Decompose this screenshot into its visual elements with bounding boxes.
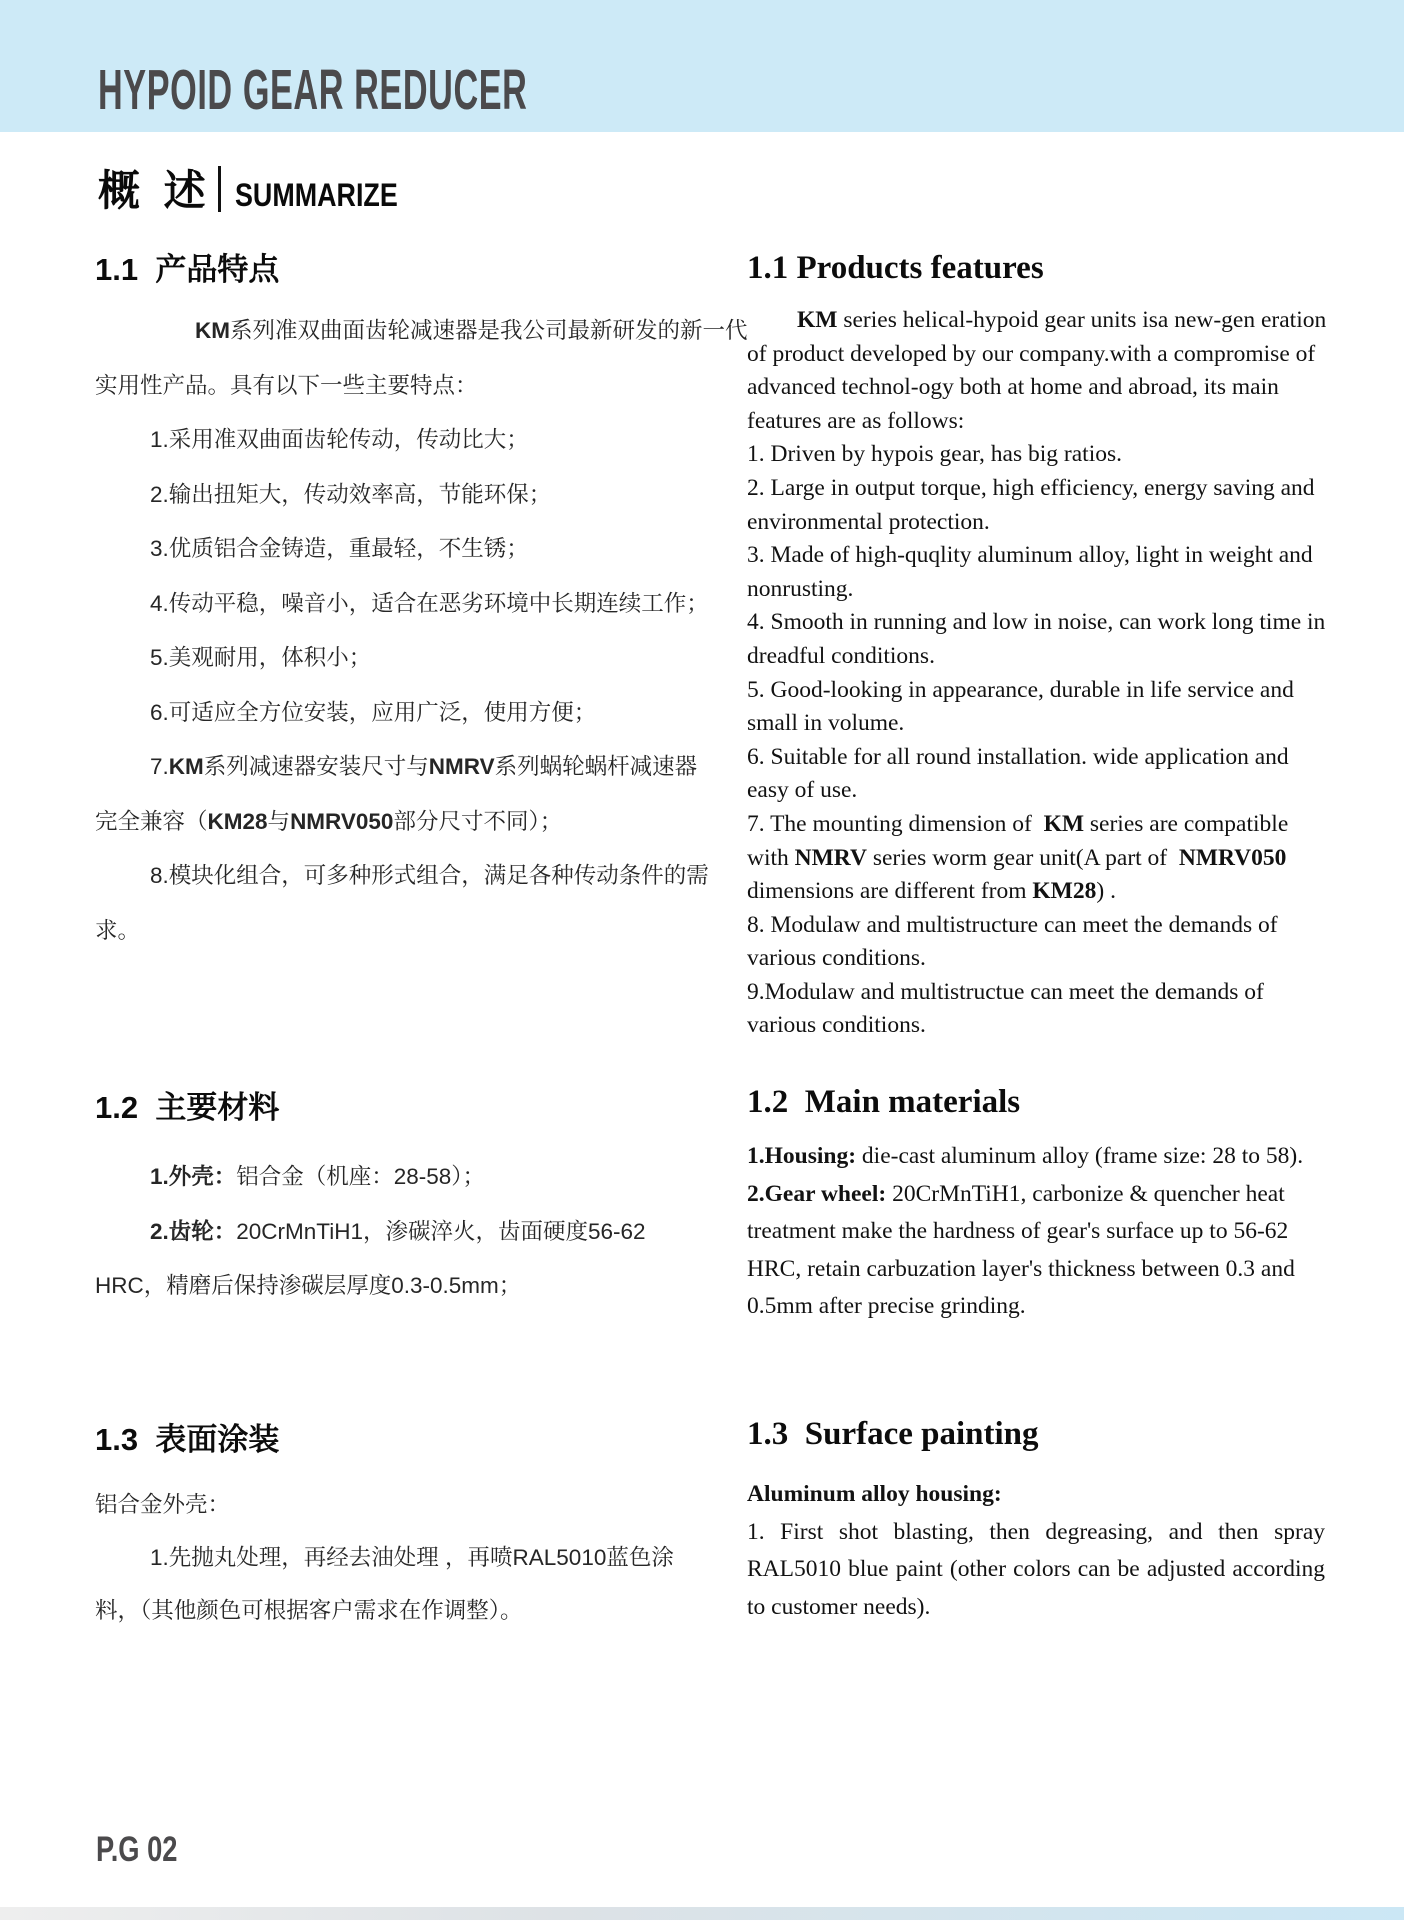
- text-line: 求。: [95, 917, 141, 943]
- heading-divider: [218, 166, 221, 212]
- text-line: 2.齿轮：20CrMnTiH1，渗碳淬火，齿面硬度56-62: [150, 1218, 646, 1244]
- section-1-2-cn: [95, 1088, 713, 1314]
- section-1-1-en: [747, 246, 1325, 1043]
- text-line: 铝合金外壳：: [95, 1492, 231, 1517]
- overview-heading: [98, 166, 428, 212]
- footer-band: [0, 1907, 1404, 1920]
- text-line: 4.传动平稳，噪音小，适合在恶劣环境中长期连续工作；: [150, 590, 709, 616]
- text-line: 1.外壳：铝合金（机座：28-58）；: [150, 1164, 486, 1189]
- text-line: 0.5mm after precise grinding.: [747, 1293, 1026, 1319]
- text-line: 7.KM系列减速器安装尺寸与NMRV系列蜗轮蜗杆减速器: [150, 754, 698, 779]
- text-line: 9.Modulaw and multistructue can meet the demands of: [747, 978, 1264, 1005]
- text-line: nonrusting.: [747, 575, 854, 602]
- text-line: 1. First shot blasting, then degreasing, and then spray: [747, 1518, 1325, 1545]
- text-line: 3. Made of high-quqlity aluminum alloy, light in weight and: [747, 542, 1313, 569]
- text-line: advanced technol-ogy both at home and abroad, its main: [747, 374, 1279, 401]
- text-line: easy of use.: [747, 777, 858, 804]
- text-line: 完全兼容（KM28与NMRV050部分尺寸不同）；: [95, 808, 563, 834]
- text-line: 6.可适应全方位安装，应用广泛，使用方便；: [150, 699, 597, 725]
- text-line: 实用性产品。具有以下一些主要特点：: [95, 372, 478, 398]
- text-line: dimensions are different from KM28) .: [747, 878, 1116, 905]
- text-line: with NMRV series worm gear unit(A part of NMRV050: [747, 844, 1287, 871]
- text-line: 1.采用准双曲面齿轮传动，传动比大；: [150, 427, 529, 452]
- section-heading: 1.2 Main materials: [747, 1084, 1021, 1120]
- text-line: to customer needs).: [747, 1593, 931, 1620]
- text-line: 5. Good-looking in appearance, durable in life service and: [747, 676, 1294, 703]
- text-line: various conditions.: [747, 945, 926, 972]
- page-number: P.G 02: [96, 1830, 178, 1869]
- text-line: HRC，精磨后保持渗碳层厚度0.3-0.5mm；: [95, 1273, 522, 1298]
- section-heading: 1.2 主要材料: [95, 1090, 280, 1125]
- text-line: KM series helical-hypoid gear units isa new-gen eration: [797, 307, 1327, 333]
- text-line: 1.Housing: die-cast aluminum alloy (frame size: 28 to 58).: [747, 1143, 1304, 1169]
- text-line: various conditions.: [747, 1012, 926, 1039]
- text-line: 7. The mounting dimension of KM series are compatible: [747, 810, 1289, 837]
- text-line: 6. Suitable for all round installation. wide application and: [747, 743, 1289, 770]
- text-line: features are as follows:: [747, 407, 965, 434]
- text-line: 8.模块化组合，可多种形式组合，满足各种传动条件的需: [150, 863, 709, 888]
- text-line: KM系列准双曲面齿轮减速器是我公司最新研发的新一代: [195, 318, 748, 343]
- text-line: treatment make the hardness of gear's surface up to 56-62: [747, 1218, 1289, 1244]
- text-line: 2. Large in output torque, high efficiency, energy saving and: [747, 474, 1315, 501]
- section-heading: 1.3 Surface painting: [747, 1416, 1039, 1452]
- text-line: environmental protection.: [747, 508, 990, 535]
- page-title: HYPOID GEAR REDUCER: [98, 58, 528, 122]
- text-line: 料，（其他颜色可根据客户需求在作调整）。: [95, 1598, 523, 1623]
- overview-title-en: SUMMARIZE: [234, 177, 398, 213]
- text-line: 1. Driven by hypois gear, has big ratios.: [747, 441, 1122, 468]
- text-line: 3.优质铝合金铸造，重最轻，不生锈；: [150, 536, 529, 561]
- section-heading: 1.3 表面涂装: [95, 1422, 280, 1457]
- section-1-3-en: [747, 1412, 1325, 1626]
- text-line: dreadful conditions.: [747, 642, 935, 669]
- text-line: Aluminum alloy housing:: [747, 1481, 1002, 1507]
- text-line: small in volume.: [747, 710, 905, 737]
- section-1-2-en: [747, 1080, 1325, 1326]
- text-line: RAL5010 blue paint (other colors can be adjusted according: [747, 1556, 1325, 1582]
- text-line: 8. Modulaw and multistructure can meet the demands of: [747, 911, 1278, 938]
- section-1-1-cn: [95, 250, 748, 958]
- text-line: 5.美观耐用，体积小；: [150, 645, 372, 670]
- text-line: of product developed by our company.with a compromise of: [747, 340, 1316, 367]
- text-line: HRC, retain carbuzation layer's thickness between 0.3 and: [747, 1255, 1295, 1282]
- overview-title-cn: 概 述: [98, 167, 212, 214]
- text-line: 2.输出扭矩大，传动效率高，节能环保；: [150, 481, 552, 507]
- section-1-3-cn: [95, 1420, 713, 1637]
- section-heading: 1.1 Products features: [747, 250, 1044, 286]
- text-line: 4. Smooth in running and low in noise, can work long time in: [747, 609, 1326, 636]
- text-line: 2.Gear wheel: 20CrMnTiH1, carbonize & quencher heat: [747, 1180, 1285, 1207]
- section-heading: 1.1 产品特点: [95, 252, 280, 287]
- text-line: 1.先抛丸处理，再经去油处理 ，再喷RAL5010蓝色涂: [150, 1545, 674, 1570]
